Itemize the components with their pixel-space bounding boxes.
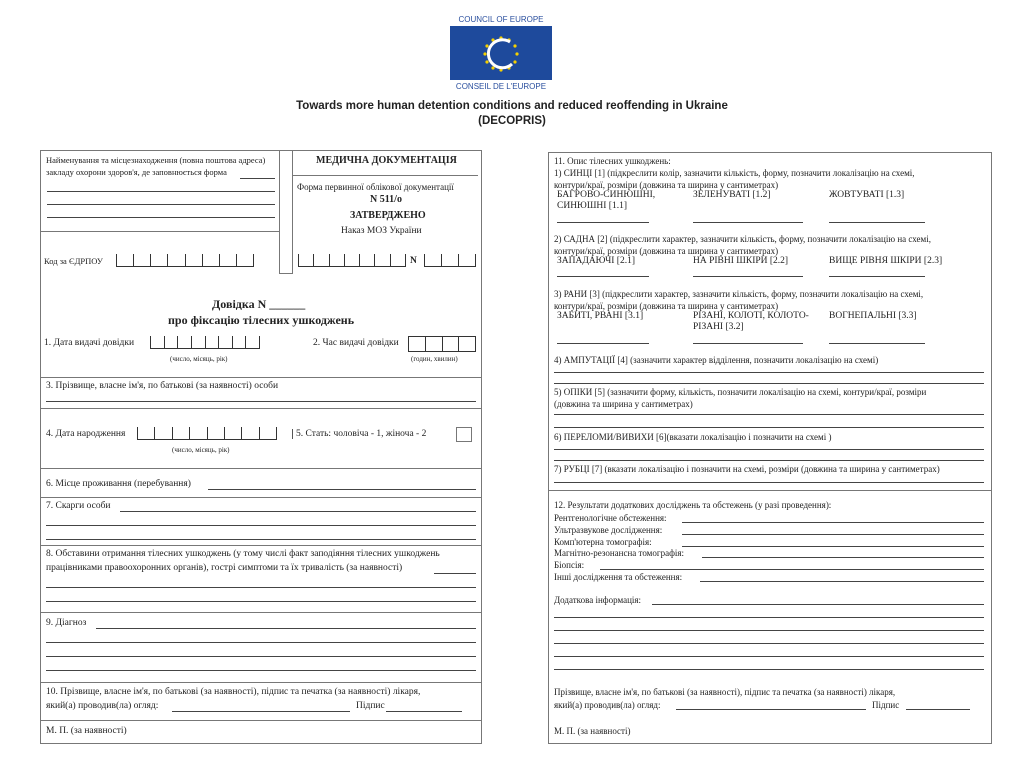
mri-field[interactable] — [702, 557, 984, 558]
field-2-3[interactable] — [829, 276, 925, 277]
signature-label: Підпис — [356, 701, 385, 711]
field-2-1[interactable] — [557, 276, 649, 277]
fractures-label: 6) ПЕРЕЛОМИ/ВИВИХИ [6](вказати локалізацію і позначити на схемі ) — [554, 432, 832, 442]
birth-date-hint: (число, місяць, рік) — [172, 446, 230, 454]
field-1-3[interactable] — [829, 222, 925, 223]
ct-field[interactable] — [682, 546, 984, 547]
ct-label: Комп'ютерна томографія: — [554, 537, 652, 547]
option-1-1b: СИНЮШНІ [1.1] — [557, 201, 628, 211]
stamp-label: М. П. (за наявності) — [46, 726, 127, 736]
bruises-label-2: контури/краї, розміри (довжина та ширина у сантиметрах) — [554, 180, 779, 190]
option-1-1: БАГРОВО-СИНЮШНІ, — [557, 190, 656, 200]
wounds-label-2: контури/краї, розміри (довжина та ширина у сантиметрах) — [554, 301, 779, 311]
medical-docs-heading: МЕДИЧНА ДОКУМЕНТАЦІЯ — [316, 155, 457, 166]
document-subtitle: (DECOPRIS) — [478, 115, 546, 127]
biopsy-field[interactable] — [600, 569, 984, 570]
option-1-2: ЗЕЛЕНУВАТІ [1.2] — [693, 190, 771, 200]
left-form — [40, 150, 482, 744]
doctor-field[interactable] — [172, 711, 350, 712]
birth-date-cells[interactable] — [137, 427, 277, 440]
injuries-heading: 11. Опис тілесних ушкоджень: — [554, 156, 671, 166]
doctor-label-2: який(а) проводив(ла) огляд: — [554, 700, 661, 710]
tests-heading: 12. Результати додаткових досліджень та обстежень (у разі проведення): — [554, 500, 832, 510]
complaints-field[interactable] — [120, 511, 476, 512]
logo-top-text: COUNCIL OF EUROPE — [458, 15, 544, 24]
option-3-3: ВОГНЕПАЛЬНІ [3.3] — [829, 311, 917, 321]
diagnosis-label: 9. Діагноз — [46, 618, 87, 628]
option-3-1: ЗАБИТІ, РВАНІ [3.1] — [557, 311, 644, 321]
separator-column — [279, 150, 293, 274]
eu-flag-icon — [450, 26, 552, 80]
abrasions-label-2: контури/краї, розміри (довжина та ширина у сантиметрах) — [554, 246, 779, 256]
complaints-label: 7. Скарги особи — [46, 501, 111, 511]
field-3-1[interactable] — [557, 343, 649, 344]
extra-info-label: Додаткова інформація: — [554, 595, 642, 605]
amputations-field[interactable] — [554, 372, 984, 373]
field-3-2[interactable] — [693, 343, 803, 344]
scars-label: 7) РУБЦІ [7] (вказати локалізацію і позначити на схемі, розміри (довжина та ширина у сантиметрах) — [554, 464, 940, 474]
doctor-label: 10. Прізвище, власне ім'я, по батькові (за наявності), підпис та печатка (за наявності) лікаря, — [46, 687, 421, 697]
option-3-2: РІЗАНІ, КОЛОТІ, КОЛОТО- — [693, 311, 809, 321]
field-2-2[interactable] — [693, 276, 803, 277]
xray-field[interactable] — [682, 522, 984, 523]
stamp-label: М. П. (за наявності) — [554, 726, 631, 736]
issue-date-hint: (число, місяць, рік) — [170, 355, 228, 363]
issue-date-label: 1. Дата видачі довідки — [44, 338, 135, 348]
n-label: N — [410, 256, 417, 266]
abrasions-label: 2) САДНА [2] (підкреслити характер, зазначити кількість, форму, позначити локалізацію на схемі, — [554, 234, 931, 244]
council-of-europe-logo — [450, 15, 552, 91]
field-3-3[interactable] — [829, 343, 925, 344]
circumstances-label: 8. Обставини отримання тілесних ушкоджень (у тому числі факт заподіяння тілесних ушкоджень — [46, 549, 440, 559]
edrpou-cells[interactable] — [116, 254, 254, 267]
sex-field[interactable] — [456, 427, 472, 442]
approved-label: ЗАТВЕРДЖЕНО — [350, 210, 426, 221]
option-1-3: ЖОВТУВАТІ [1.3] — [829, 190, 905, 200]
amputations-label: 4) АМПУТАЦІЇ [4] (зазначити характер відділення, позначити локалізацію на схемі) — [554, 355, 879, 365]
code-cells[interactable] — [298, 254, 406, 267]
burns-label: 5) ОПІКИ [5] (зазначити форму, кількість, позначити локалізацію на схемі, контури/краї, розміри — [554, 387, 927, 397]
doctor-label: Прізвище, власне ім'я, по батькові (за наявності), підпис та печатка (за наявності) лікаря, — [554, 687, 896, 697]
doctor-field[interactable] — [676, 709, 866, 710]
birth-date-label: 4. Дата народження — [46, 429, 126, 439]
issue-date-cells[interactable] — [150, 336, 260, 349]
form-type: Форма первинної облікової документації — [297, 182, 454, 192]
field-1-2[interactable] — [693, 222, 803, 223]
ultrasound-field[interactable] — [682, 534, 984, 535]
option-2-2: НА РІВНІ ШКІРИ [2.2] — [693, 256, 789, 266]
option-2-1: ЗАПАДАЮЧІ [2.1] — [557, 256, 635, 266]
burns-label-2: (довжина та ширина у сантиметрах) — [554, 399, 693, 409]
form-number: N 511/о — [370, 194, 402, 205]
wounds-label: 3) РАНИ [3] (підкреслити характер, зазначити кількість, форму, позначити локалізацію на схемі, — [554, 289, 924, 299]
issue-time-hint: (годин, хвилин) — [411, 355, 458, 363]
certificate-subtitle: про фіксацію тілесних ушкоджень — [168, 313, 355, 327]
person-name-label: 3. Прізвище, власне ім'я, по батькові (за наявності) особи — [46, 381, 279, 391]
order-label: Наказ МОЗ України — [341, 226, 422, 236]
signature-label: Підпис — [872, 700, 900, 710]
ultrasound-label: Ультразвукове дослідження: — [554, 525, 663, 535]
issue-time-label: 2. Час видачі довідки — [313, 338, 399, 348]
institution-label: Найменування та місцезнаходження (повна поштова адреса) — [46, 155, 266, 165]
circumstances-label-2: працівниками правоохоронних органів), гострі симптоми та їх тривалість (за наявності) — [46, 563, 403, 573]
issue-time-cells[interactable] — [408, 336, 476, 352]
certificate-title: Довідка N ______ — [212, 297, 306, 311]
signature-field[interactable] — [386, 711, 462, 712]
bruises-label: 1) СИНЦІ [1] (підкреслити колір, зазначити кількість, форму, позначити локалізацію на схемі, — [554, 168, 915, 178]
fractures-field[interactable] — [554, 449, 984, 450]
institution-label-2: закладу охорони здоров'я, де заповнюється форма — [46, 167, 227, 177]
scars-field[interactable] — [554, 482, 984, 483]
other-tests-label: Інші дослідження та обстеження: — [554, 572, 683, 582]
residence-label: 6. Місце проживання (перебування) — [46, 479, 191, 489]
xray-label: Рентгенологічне обстеження: — [554, 513, 667, 523]
document-title: Towards more human detention conditions and reduced reoffending in Ukraine — [296, 100, 728, 112]
mri-label: Магнітно-резонансна томографія: — [554, 548, 685, 558]
extra-info-field[interactable] — [652, 604, 984, 605]
biopsy-label: Біопсія: — [554, 560, 585, 570]
sex-label: 5. Стать: чоловіча - 1, жіноча - 2 — [292, 429, 426, 439]
number-cells[interactable] — [424, 254, 476, 267]
other-tests-field[interactable] — [700, 581, 984, 582]
field-1-1[interactable] — [557, 222, 649, 223]
doctor-label-2: який(а) проводив(ла) огляд: — [46, 701, 159, 711]
edrpou-label: Код за ЄДРПОУ — [44, 256, 103, 266]
circumstances-field[interactable] — [434, 573, 476, 574]
signature-field[interactable] — [906, 709, 970, 710]
logo-bottom-text: CONSEIL DE L'EUROPE — [455, 82, 547, 91]
person-name-field[interactable] — [46, 401, 476, 402]
option-2-3: ВИЩЕ РІВНЯ ШКІРИ [2.3] — [829, 256, 943, 266]
option-3-2b: РІЗАНІ [3.2] — [693, 322, 744, 332]
residence-field[interactable] — [208, 489, 476, 490]
diagnosis-field[interactable] — [96, 628, 476, 629]
burns-field[interactable] — [554, 414, 984, 415]
